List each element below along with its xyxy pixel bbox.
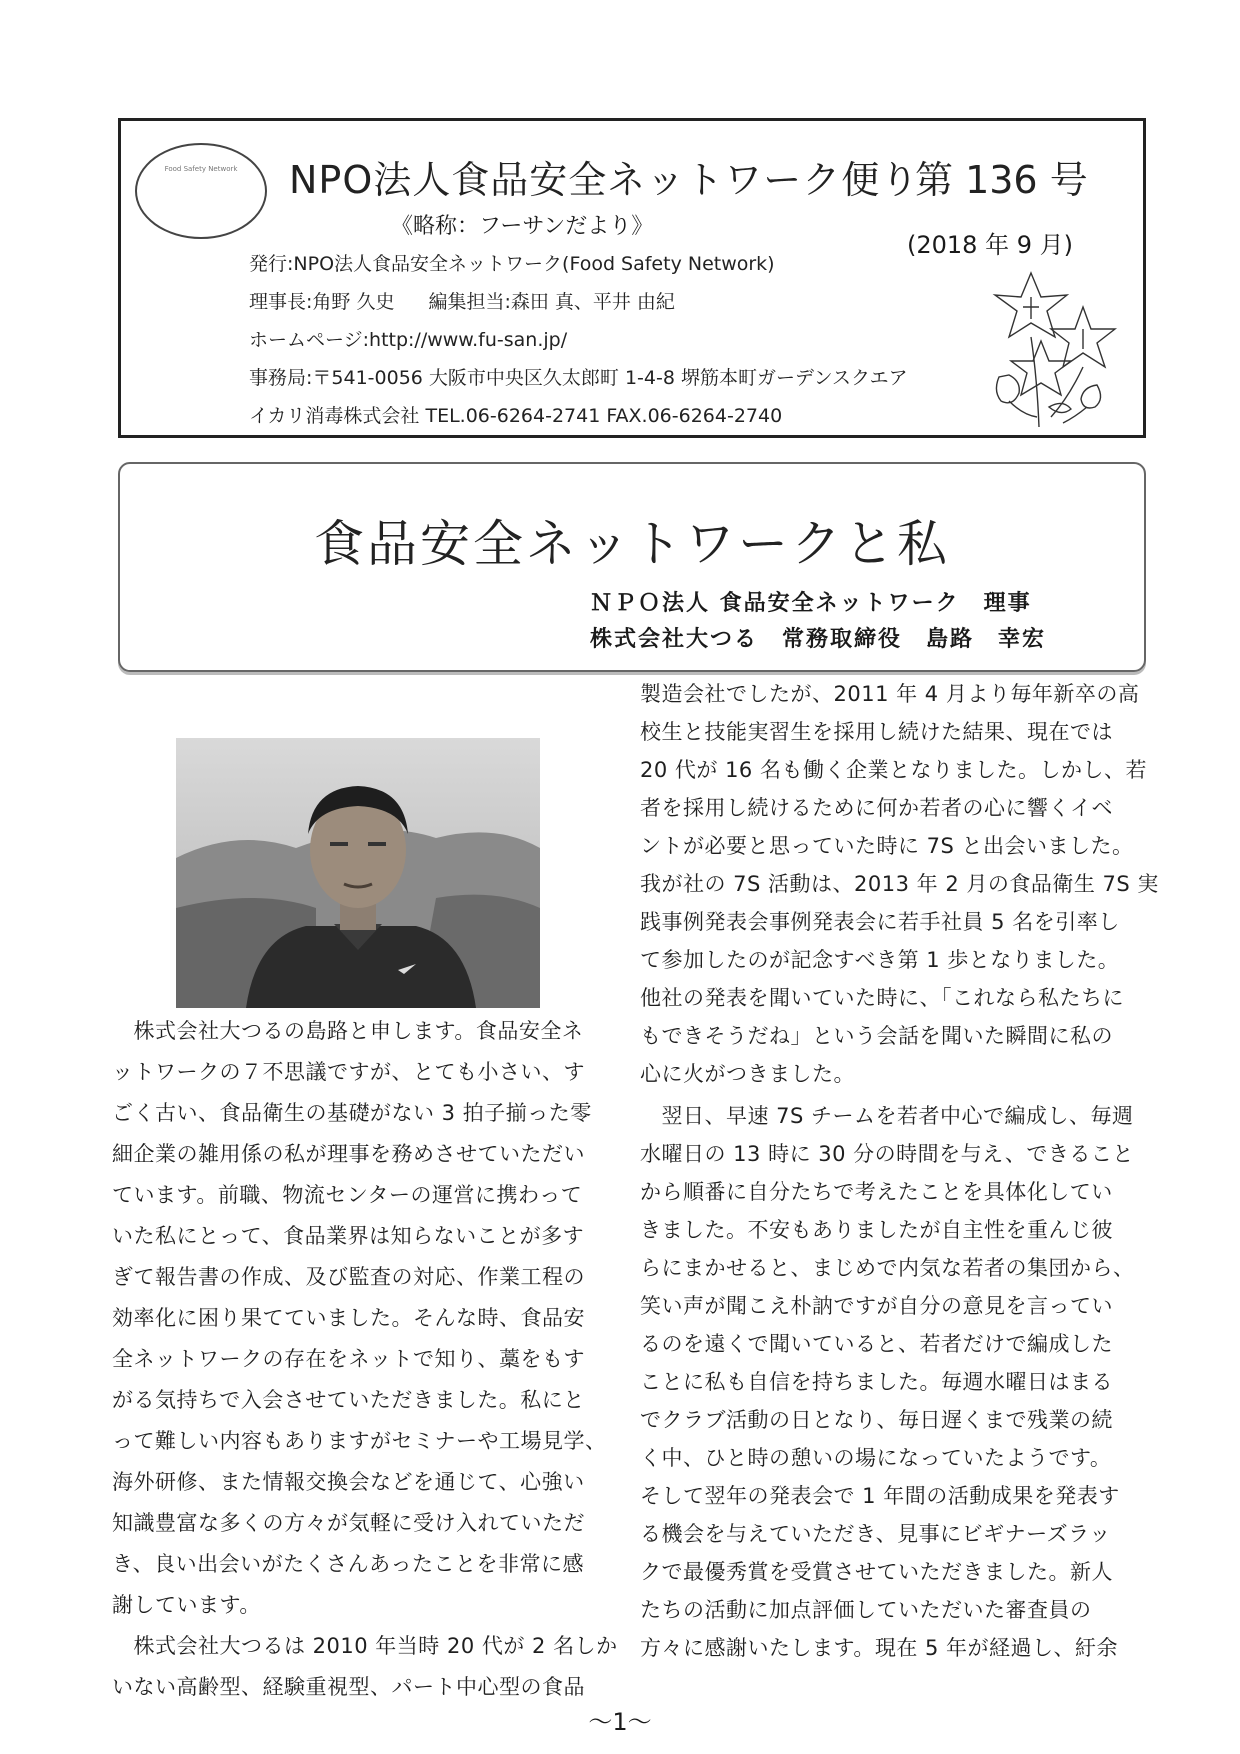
left-column-line: いた私にとって、食品業界は知らないことが多す bbox=[112, 1224, 585, 1248]
editors: 編集担当:森田 真、平井 由紀 bbox=[428, 291, 675, 313]
left-column-line: 全ネットワークの存在をネットで知り、藁をもす bbox=[112, 1347, 585, 1371]
left-column-line: 謝しています。 bbox=[112, 1593, 261, 1617]
issue-date: (2018 年 9 月) bbox=[907, 231, 1073, 259]
right-column-line: るのを遠くで聞いていると、若者だけで編成した bbox=[640, 1332, 1113, 1356]
right-column-line: らにまかせると、まじめで内気な若者の集団から、 bbox=[640, 1256, 1135, 1280]
newsletter-title: NPO法人食品安全ネットワーク便り bbox=[289, 158, 920, 202]
publisher-line: 発行:NPO法人食品安全ネットワーク(Food Safety Network) bbox=[249, 253, 775, 275]
homepage-line[interactable]: ホームページ:http://www.fu-san.jp/ bbox=[249, 329, 568, 351]
right-column-line: 心に火がつきました。 bbox=[640, 1062, 855, 1086]
left-column-line: 海外研修、また情報交換会などを通じて、心強い bbox=[112, 1470, 585, 1494]
right-column-line: 翌日、早速 7S チームを若者中心で編成し、毎週 bbox=[640, 1104, 1134, 1128]
right-column-line: 践事例発表会事例発表会に若手社員 5 名を引率し bbox=[640, 910, 1120, 934]
right-column-line: 製造会社でしたが、2011 年 4 月より毎年新卒の高 bbox=[640, 682, 1140, 706]
left-column-line: 細企業の雑用係の私が理事を務めさせていただい bbox=[112, 1142, 585, 1166]
newsletter-abbreviation: 《略称：フーサンだより》 bbox=[391, 214, 654, 239]
left-column-line: き、良い出会いがたくさんあったことを非常に感 bbox=[112, 1552, 584, 1576]
left-column-line: 株式会社大つるの島路と申します。食品安全ネ bbox=[112, 1019, 584, 1043]
right-column-line: る機会を与えていただき、見事にビギナーズラッ bbox=[640, 1522, 1111, 1546]
right-column-line: きました。不安もありましたが自主性を重んじ彼 bbox=[640, 1218, 1113, 1242]
bellflower-illustration bbox=[979, 267, 1129, 429]
author-affiliation: ＮＰＯ法人 食品安全ネットワーク 理事 bbox=[590, 591, 1032, 616]
right-column-line: 20 代が 16 名も働く企業となりました。しかし、若 bbox=[640, 758, 1147, 782]
right-column-line: く中、ひと時の憩いの場になっていたようです。 bbox=[640, 1446, 1112, 1470]
right-column-line: 方々に感謝いたします。現在 5 年が経過し、紆余 bbox=[640, 1636, 1119, 1660]
office-contact-line: イカリ消毒株式会社 TEL.06-6264-2741 FAX.06-6264-2740 bbox=[249, 405, 783, 427]
left-column-line: って難しい内容もありますがセミナーや工場見学、 bbox=[112, 1429, 607, 1453]
right-column-line: 笑い声が聞こえ朴訥ですが自分の意見を言ってい bbox=[640, 1294, 1113, 1318]
newsletter-header bbox=[118, 118, 1146, 438]
right-column-line: 水曜日の 13 時に 30 分の時間を与え、できること bbox=[640, 1142, 1134, 1166]
right-column-line: たちの活動に加点評価していただいた審査員の bbox=[640, 1598, 1092, 1622]
article-title: 食品安全ネットワークと私 bbox=[314, 515, 950, 573]
left-column-line: ごく古い、食品衛生の基礎がない 3 拍子揃った零 bbox=[112, 1101, 592, 1125]
right-column-line: て参加したのが記念すべき第 1 歩となりました。 bbox=[640, 948, 1120, 972]
portrait-drawing bbox=[176, 738, 540, 1008]
left-column-line: がる気持ちで入会させていただきました。私にと bbox=[112, 1388, 585, 1412]
left-column-line: 株式会社大つるは 2010 年当時 20 代が 2 名しか bbox=[112, 1634, 618, 1658]
right-column-line: そして翌年の発表会で 1 年間の活動成果を発表す bbox=[640, 1484, 1120, 1508]
page-number: ～1～ bbox=[588, 1708, 652, 1736]
right-column-line: 校生と技能実習生を採用し続けた結果、現在では bbox=[640, 720, 1113, 744]
logo-text: Food Safety Network bbox=[164, 165, 238, 173]
organization-logo bbox=[135, 143, 267, 239]
right-column-line: ントが必要と思っていた時に 7S と出会いました。 bbox=[640, 834, 1134, 858]
chairman: 理事長:角野 久史 bbox=[249, 291, 395, 313]
right-column-line: ことに私も自信を持ちました。毎週水曜日はまる bbox=[640, 1370, 1113, 1394]
left-column-line: ぎて報告書の作成、及び監査の対応、作業工程の bbox=[112, 1265, 585, 1289]
author-portrait-photo bbox=[176, 738, 540, 1008]
right-column-line: クで最優秀賞を受賞させていただきました。新人 bbox=[640, 1560, 1113, 1584]
right-column-line: 者を採用し続けるために何か若者の心に響くイベ bbox=[640, 796, 1113, 820]
right-column-line: 我が社の 7S 活動は、2013 年 2 月の食品衛生 7S 実 bbox=[640, 872, 1159, 896]
staff-line bbox=[249, 287, 675, 314]
right-column-line: でクラブ活動の日となり、毎日遅くまで残業の続 bbox=[640, 1408, 1113, 1432]
issue-number: 第 136 号 bbox=[915, 158, 1088, 202]
office-address-line: 事務局:〒541-0056 大阪市中央区久太郎町 1-4-8 堺筋本町ガーデンスクエア bbox=[249, 367, 908, 389]
left-column-line: 知識豊富な多くの方々が気軽に受け入れていただ bbox=[112, 1511, 585, 1535]
author-name: 株式会社大つる 常務取締役 島路 幸宏 bbox=[590, 627, 1047, 652]
right-column-line: もできそうだね」という会話を聞いた瞬間に私の bbox=[640, 1024, 1113, 1048]
left-column-line: いない高齢型、経験重視型、パート中心型の食品 bbox=[112, 1675, 585, 1699]
left-column-line: ています。前職、物流センターの運営に携わって bbox=[112, 1183, 583, 1207]
right-column-line: 他社の発表を聞いていた時に、「これなら私たちに bbox=[640, 986, 1124, 1010]
left-column-line: ットワークの７不思議ですが、とても小さい、す bbox=[112, 1060, 585, 1084]
left-column-line: 効率化に困り果てていました。そんな時、食品安 bbox=[112, 1306, 585, 1330]
right-column-line: から順番に自分たちで考えたことを具体化してい bbox=[640, 1180, 1113, 1204]
article-title-box bbox=[118, 462, 1146, 672]
